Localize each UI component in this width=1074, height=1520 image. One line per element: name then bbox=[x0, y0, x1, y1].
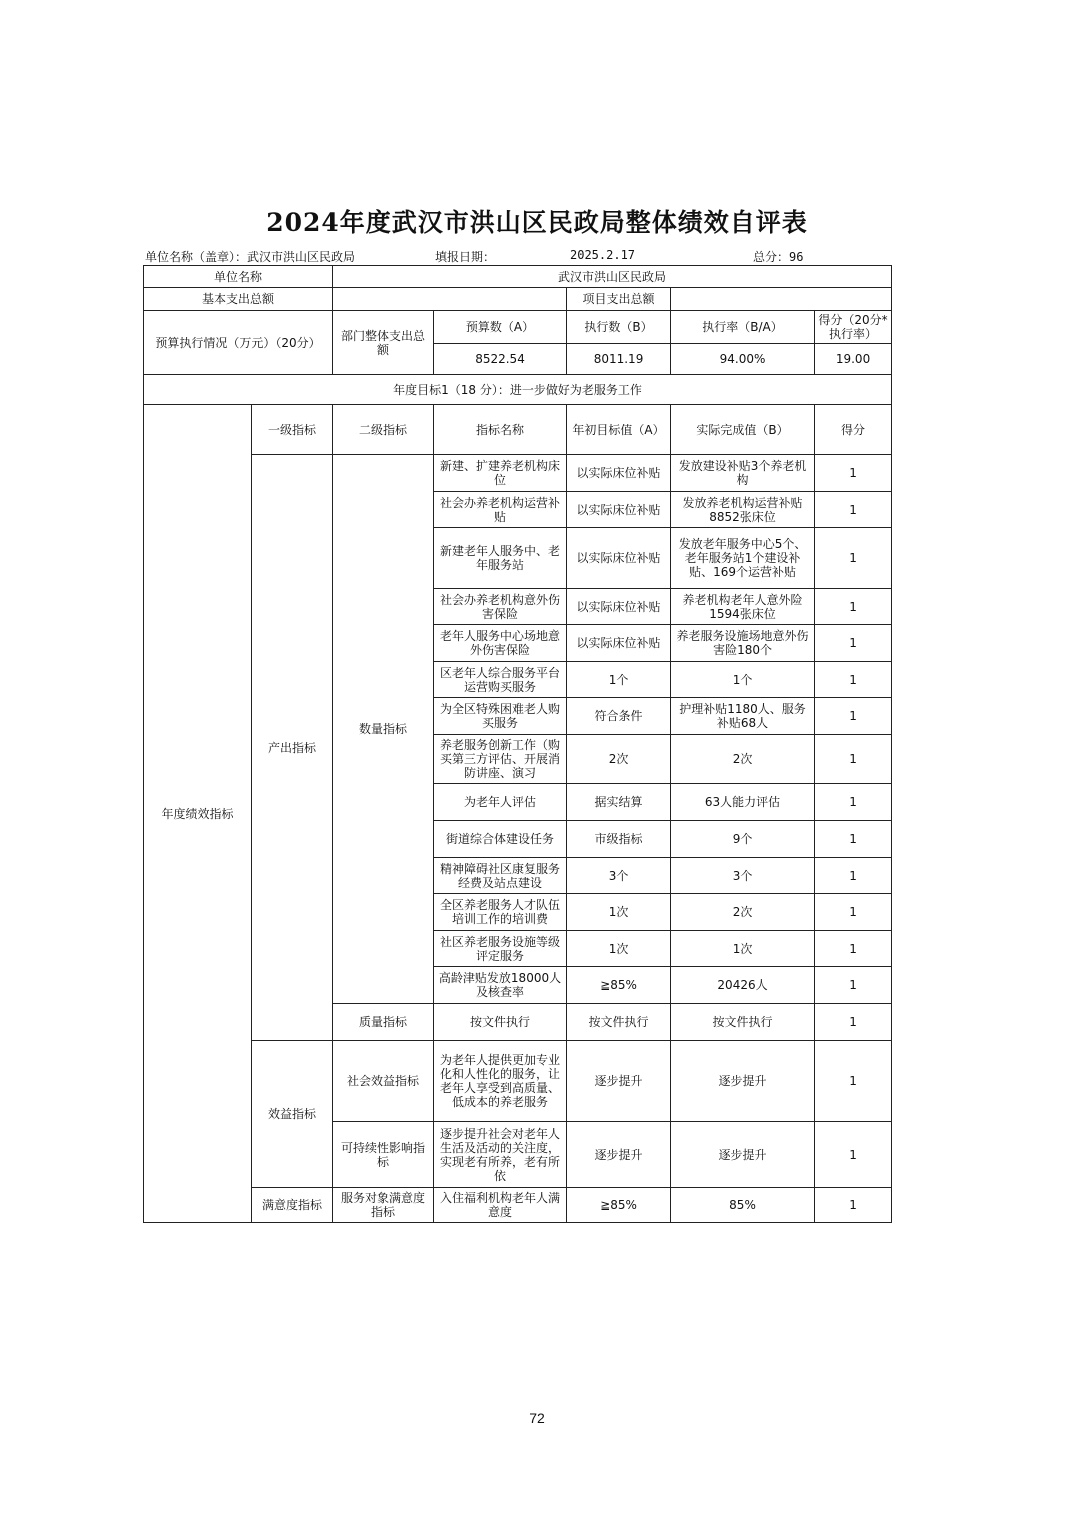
indicator-name: 按文件执行 bbox=[434, 1004, 567, 1041]
target-value: 以实际床位补贴 bbox=[567, 589, 671, 625]
score-cell: 1 bbox=[815, 698, 892, 735]
header-name: 指标名称 bbox=[434, 405, 567, 455]
indicator-name: 高龄津贴发放18000人及核查率 bbox=[434, 967, 567, 1004]
actual-value: 逐步提升 bbox=[671, 1122, 815, 1188]
indicator-name: 为全区特殊困难老人购买服务 bbox=[434, 698, 567, 735]
score-cell: 1 bbox=[815, 1004, 892, 1041]
page-title: 2024年度武汉市洪山区民政局整体绩效自评表 bbox=[266, 208, 808, 237]
target-value: 逐步提升 bbox=[567, 1041, 671, 1122]
actual-value: 3个 bbox=[671, 858, 815, 894]
page-number: 72 bbox=[529, 1410, 545, 1426]
quantity-indicator-label: 数量指标 bbox=[333, 455, 434, 1004]
score-cell: 1 bbox=[815, 784, 892, 821]
total-score: 总分：96 bbox=[753, 250, 804, 264]
actual-value: 护理补贴1180人、服务补贴68人 bbox=[671, 698, 815, 735]
score-cell: 1 bbox=[815, 625, 892, 662]
score-cell: 1 bbox=[815, 821, 892, 858]
service-satisfaction-label: 服务对象满意度指标 bbox=[333, 1188, 434, 1223]
target-value: 以实际床位补贴 bbox=[567, 455, 671, 492]
header-level2: 二级指标 bbox=[333, 405, 434, 455]
score-cell: 1 bbox=[815, 1122, 892, 1188]
score-cell: 1 bbox=[815, 735, 892, 784]
score-cell: 1 bbox=[815, 492, 892, 528]
target-value: 2次 bbox=[567, 735, 671, 784]
actual-value: 逐步提升 bbox=[671, 1041, 815, 1122]
target-value: 逐步提升 bbox=[567, 1122, 671, 1188]
target-value: 1次 bbox=[567, 894, 671, 931]
actual-value: 养老机构老年人意外险1594张床位 bbox=[671, 589, 815, 625]
output-indicator-label: 产出指标 bbox=[252, 455, 333, 1041]
score-cell: 1 bbox=[815, 1188, 892, 1223]
actual-value: 按文件执行 bbox=[671, 1004, 815, 1041]
social-benefit-label: 社会效益指标 bbox=[333, 1041, 434, 1122]
report-date: 2025.2.17 bbox=[570, 248, 636, 262]
rate-label: 执行率（B/A） bbox=[671, 311, 815, 344]
satisfaction-indicator-label: 满意度指标 bbox=[252, 1188, 333, 1223]
target-value: ≧85% bbox=[567, 1188, 671, 1223]
actual-value: 63人能力评估 bbox=[671, 784, 815, 821]
evaluation-table bbox=[143, 265, 892, 1223]
score-cell: 1 bbox=[815, 931, 892, 967]
performance-indicators-label: 年度绩效指标 bbox=[144, 405, 252, 1223]
indicator-name: 新建老年人服务中、老年服务站 bbox=[434, 528, 567, 589]
indicator-name: 全区养老服务人才队伍培训工作的培训费 bbox=[434, 894, 567, 931]
indicator-name: 老年人服务中心场地意外伤害保险 bbox=[434, 625, 567, 662]
annual-goal: 年度目标1（18 分）：进一步做好为老服务工作 bbox=[144, 375, 892, 405]
target-value: 1个 bbox=[567, 662, 671, 698]
target-value: 1次 bbox=[567, 931, 671, 967]
table-row bbox=[144, 455, 892, 492]
score-label: 得分（20分*执行率） bbox=[815, 311, 892, 344]
sustain-indicator-label: 可持续性影响指标 bbox=[333, 1122, 434, 1188]
indicator-name: 街道综合体建设任务 bbox=[434, 821, 567, 858]
actual-value: 85% bbox=[671, 1188, 815, 1223]
indicator-name: 社会办养老机构运营补贴 bbox=[434, 492, 567, 528]
actual-value: 发放老年服务中心5个、老年服务站1个建设补贴、169个运营补贴 bbox=[671, 528, 815, 589]
score-value: 19.00 bbox=[815, 344, 892, 375]
indicator-name: 新建、扩建养老机构床位 bbox=[434, 455, 567, 492]
unit-label: 单位名称（盖章）：武汉市洪山区民政局 bbox=[145, 250, 356, 264]
header-target: 年初目标值（A） bbox=[567, 405, 671, 455]
unit-name-label: 单位名称 bbox=[144, 266, 333, 288]
actual-value: 1个 bbox=[671, 662, 815, 698]
table-row bbox=[144, 1188, 892, 1223]
actual-value: 养老服务设施场地意外伤害险180个 bbox=[671, 625, 815, 662]
actual-value: 2次 bbox=[671, 894, 815, 931]
header-score: 得分 bbox=[815, 405, 892, 455]
indicator-name: 社会办养老机构意外伤害保险 bbox=[434, 589, 567, 625]
score-cell: 1 bbox=[815, 1041, 892, 1122]
form-meta bbox=[145, 248, 890, 266]
indicator-name: 为老年人评估 bbox=[434, 784, 567, 821]
indicator-name: 逐步提升社会对老年人生活及活动的关注度，实现老有所养，老有所依 bbox=[434, 1122, 567, 1188]
target-value: 以实际床位补贴 bbox=[567, 625, 671, 662]
basic-total-value bbox=[333, 288, 567, 311]
target-value: ≧85% bbox=[567, 967, 671, 1004]
indicator-name: 养老服务创新工作（购买第三方评估、开展消防讲座、演习 bbox=[434, 735, 567, 784]
actual-value: 9个 bbox=[671, 821, 815, 858]
benefit-indicator-label: 效益指标 bbox=[252, 1041, 333, 1188]
budget-a-label: 预算数（A） bbox=[434, 311, 567, 344]
budget-label: 预算执行情况（万元）（20分） bbox=[144, 311, 333, 375]
target-value: 以实际床位补贴 bbox=[567, 492, 671, 528]
score-cell: 1 bbox=[815, 528, 892, 589]
project-total-value bbox=[671, 288, 892, 311]
target-value: 据实结算 bbox=[567, 784, 671, 821]
exec-b-label: 执行数（B） bbox=[567, 311, 671, 344]
quality-indicator-label: 质量指标 bbox=[333, 1004, 434, 1041]
indicator-name: 为老年人提供更加专业化和人性化的服务，让老年人享受到高质量、低成本的养老服务 bbox=[434, 1041, 567, 1122]
actual-value: 发放养老机构运营补贴8852张床位 bbox=[671, 492, 815, 528]
score-cell: 1 bbox=[815, 858, 892, 894]
header-level1: 一级指标 bbox=[252, 405, 333, 455]
indicator-name: 区老年人综合服务平台运营购买服务 bbox=[434, 662, 567, 698]
target-value: 市级指标 bbox=[567, 821, 671, 858]
actual-value: 2次 bbox=[671, 735, 815, 784]
score-cell: 1 bbox=[815, 589, 892, 625]
score-cell: 1 bbox=[815, 455, 892, 492]
score-cell: 1 bbox=[815, 967, 892, 1004]
actual-value: 1次 bbox=[671, 931, 815, 967]
score-cell: 1 bbox=[815, 894, 892, 931]
header-actual: 实际完成值（B） bbox=[671, 405, 815, 455]
indicator-name: 精神障碍社区康复服务经费及站点建设 bbox=[434, 858, 567, 894]
score-cell: 1 bbox=[815, 662, 892, 698]
date-label: 填报日期： bbox=[435, 250, 496, 264]
target-value: 符合条件 bbox=[567, 698, 671, 735]
target-value: 按文件执行 bbox=[567, 1004, 671, 1041]
indicator-name: 社区养老服务设施等级评定服务 bbox=[434, 931, 567, 967]
actual-value: 20426人 bbox=[671, 967, 815, 1004]
rate-value: 94.00% bbox=[671, 344, 815, 375]
target-value: 3个 bbox=[567, 858, 671, 894]
project-total-label: 项目支出总额 bbox=[567, 288, 671, 311]
unit-name-value: 武汉市洪山区民政局 bbox=[333, 266, 892, 288]
basic-total-label: 基本支出总额 bbox=[144, 288, 333, 311]
budget-a-value: 8522.54 bbox=[434, 344, 567, 375]
dept-total-label: 部门整体支出总额 bbox=[333, 311, 434, 375]
actual-value: 发放建设补贴3个养老机构 bbox=[671, 455, 815, 492]
indicator-name: 入住福利机构老年人满意度 bbox=[434, 1188, 567, 1223]
exec-b-value: 8011.19 bbox=[567, 344, 671, 375]
table-row bbox=[144, 1041, 892, 1122]
target-value: 以实际床位补贴 bbox=[567, 528, 671, 589]
